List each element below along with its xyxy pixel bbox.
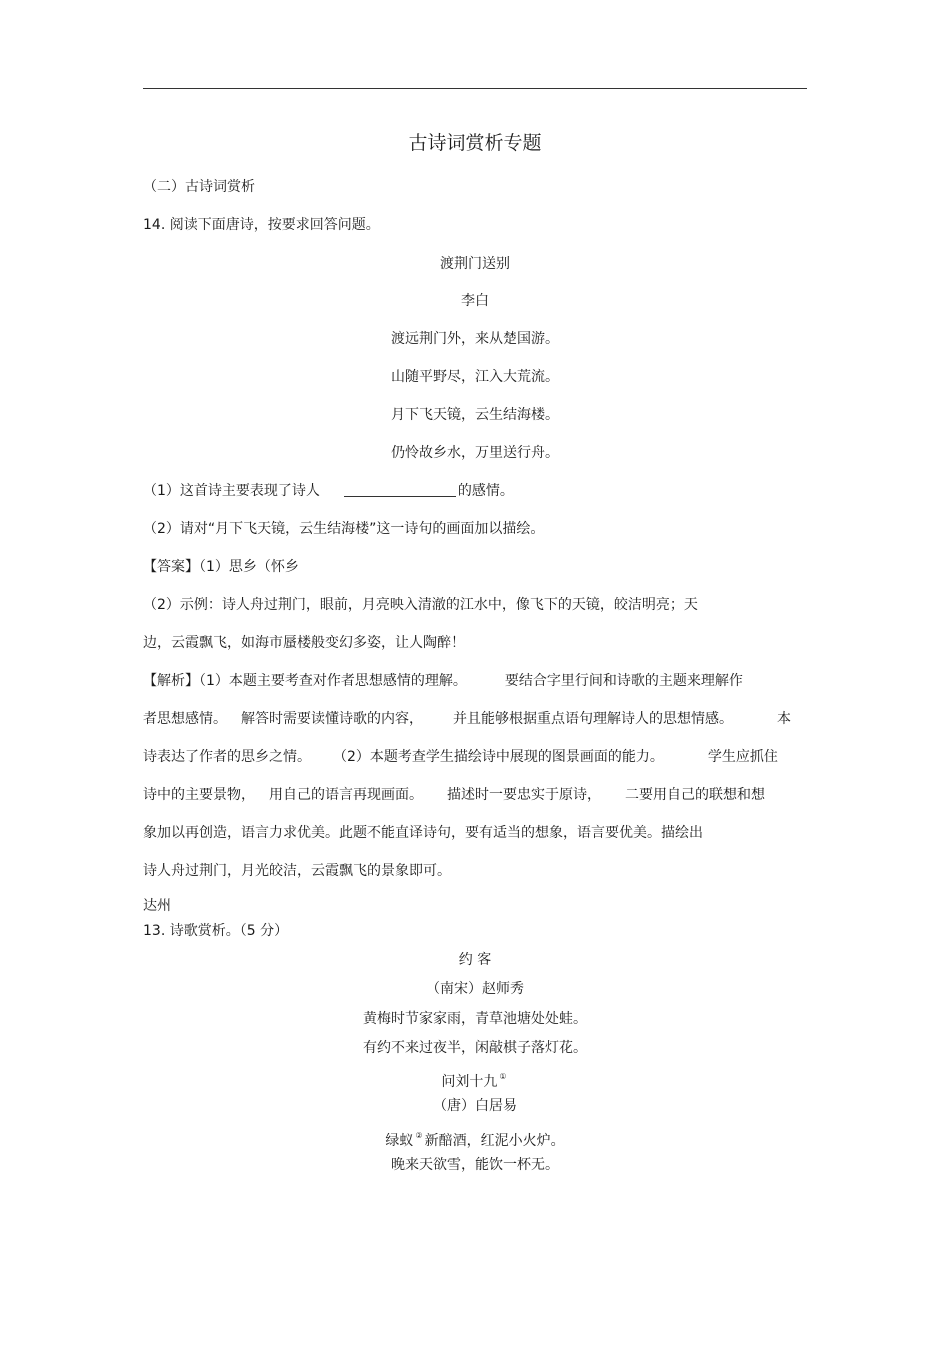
analysis-segment: 用自己的语言再现画面。 xyxy=(269,787,423,803)
question-13-intro: 13. 诗歌赏析。（5 分） xyxy=(143,923,289,939)
analysis-segment: 者思想感情。 xyxy=(143,711,227,727)
sub-question-2: （2）请对“月下飞天镜，云生结海楼”这一诗句的画面加以描绘。 xyxy=(143,521,545,537)
analysis-line xyxy=(143,786,765,804)
poem-line: 月下飞天镜，云生结海楼。 xyxy=(391,407,559,423)
poem-title xyxy=(0,1068,950,1091)
analysis-segment: 描述时一要忠实于原诗， xyxy=(447,787,601,803)
analysis-segment: 诗中的主要景物， xyxy=(143,787,255,803)
poem-title: 渡荆门送别 xyxy=(440,256,510,272)
answer-line: 【答案】（1）思乡（怀乡 xyxy=(143,559,299,575)
analysis-line xyxy=(143,710,791,728)
poem-line: 山随平野尽，江入大荒流。 xyxy=(391,369,559,385)
answer-line: 边，云霞飘飞，如海市蜃楼般变幻多姿，让人陶醉！ xyxy=(143,635,465,651)
poem-line: 黄梅时节家家雨，青草池塘处处蛙。 xyxy=(363,1011,587,1027)
poem-line: 晚来天欲雪，能饮一杯无。 xyxy=(391,1157,559,1173)
question-14-intro: 14. 阅读下面唐诗，按要求回答问题。 xyxy=(143,217,380,233)
poem-author: （唐）白居易 xyxy=(433,1098,517,1114)
analysis-segment: 并且能够根据重点语句理解诗人的思想情感。 xyxy=(453,711,733,727)
poem-line-text: 新醅酒，红泥小火炉。 xyxy=(424,1133,565,1149)
poem-author: 李白 xyxy=(461,293,489,309)
analysis-segment: （2）本题考查学生描绘诗中展现的图景画面的能力。 xyxy=(333,749,664,765)
analysis-line xyxy=(143,672,743,690)
analysis-segment: 解答时需要读懂诗歌的内容， xyxy=(241,711,423,727)
header-rule xyxy=(143,88,807,89)
page-title: 古诗词赏析专题 xyxy=(408,132,542,154)
sub-question-1-text: （1）这首诗主要表现了诗人 xyxy=(143,483,320,499)
poem-author: （南宋）赵师秀 xyxy=(426,981,524,997)
poem-line: 有约不来过夜半，闲敲棋子落灯花。 xyxy=(363,1040,587,1056)
poem-title-text: 问刘十九 xyxy=(441,1074,498,1090)
analysis-segment: 【解析】（1）本题主要考查对作者思想感情的理解。 xyxy=(143,673,467,689)
sub-question-1-tail: 的感情。 xyxy=(457,483,514,499)
poem-line xyxy=(0,1127,950,1150)
footnote-marker: ② xyxy=(415,1131,423,1140)
analysis-line xyxy=(143,748,778,766)
analysis-segment: 诗表达了作者的思乡之情。 xyxy=(143,749,311,765)
footnote-marker: ① xyxy=(499,1072,507,1081)
poem-line: 渡远荆门外，来从楚国游。 xyxy=(391,331,559,347)
analysis-segment: 学生应抓住 xyxy=(707,749,778,765)
poem-line-text: 绿蚁 xyxy=(385,1133,414,1149)
poem-line: 仍怜故乡水，万里送行舟。 xyxy=(391,445,559,461)
sub-question-1 xyxy=(143,482,514,500)
analysis-segment: 本 xyxy=(777,711,791,727)
analysis-line: 诗人舟过荆门，月光皎洁，云霞飘飞的景象即可。 xyxy=(143,863,451,879)
section-heading: （二）古诗词赏析 xyxy=(143,179,255,195)
poem-title: 约 客 xyxy=(458,952,492,968)
answer-blank xyxy=(344,482,456,497)
answer-line: （2）示例：诗人舟过荆门，眼前，月亮映入清澈的江水中，像飞下的天镜，皎洁明亮；天 xyxy=(143,597,698,613)
analysis-segment: 二要用自己的联想和想 xyxy=(625,787,765,803)
analysis-segment: 要结合字里行间和诗歌的主题来理解作 xyxy=(504,673,743,689)
place-label: 达州 xyxy=(143,898,171,914)
analysis-line: 象加以再创造，语言力求优美。此题不能直译诗句，要有适当的想象，语言要优美。描绘出 xyxy=(143,825,703,841)
